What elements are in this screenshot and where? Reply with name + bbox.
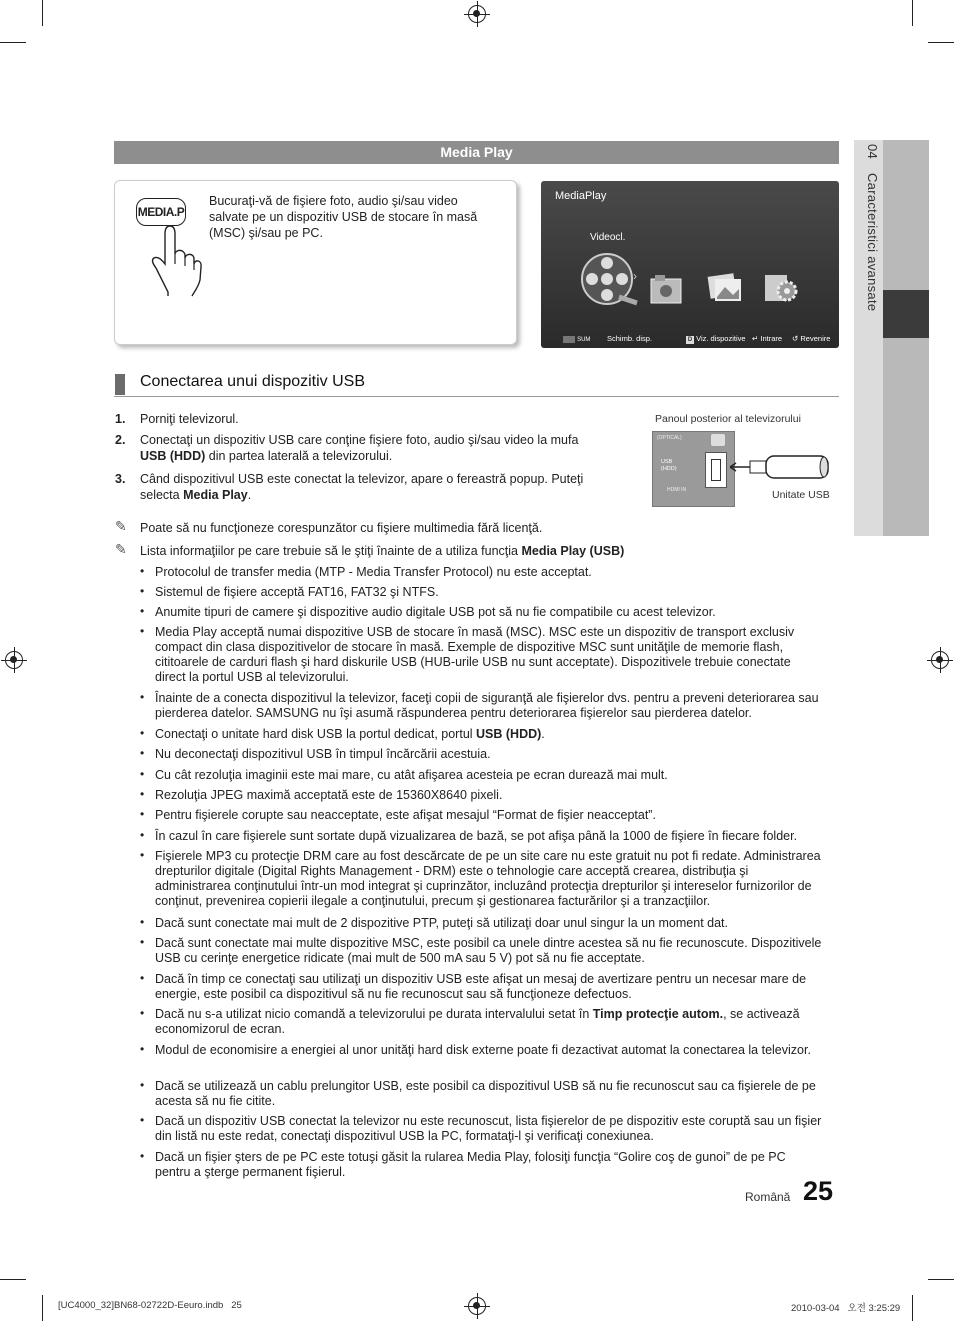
- return-icon: ↺: [792, 334, 799, 343]
- chapter-label: [858, 144, 880, 534]
- heading-divider: [114, 396, 839, 397]
- view-devices-item: D Viz. dispozitive: [687, 334, 746, 343]
- bullet-item: • Dacă un dispozitiv USB conectat la televizor nu este recunoscut, lista fişierelor de pe dispozitiv este coruptă sau un fişier din listă nu este redat, conectaţi dispozitivul USB la PC, formataţi-l şi verificaţi conexiunea.: [140, 1113, 822, 1143]
- mediaplay-screen: [541, 181, 839, 348]
- bullet-item: • Dacă un fişier şters de pe PC este totuşi găsit la rularea Media Play, folosiţi funcţia “Golire coş de gunoi” de pe PC pentru a şterge permanent fişierul.: [140, 1149, 786, 1179]
- registration-mark-icon: [468, 5, 486, 23]
- bullet-item: • Dacă nu s-a utilizat nicio comandă a televizorului pe durata intervalului setat în Timp protecţie autom., se activează economizorul de ecran.: [140, 1006, 800, 1036]
- photos-icon: [705, 271, 745, 305]
- chapter-side-tab: [854, 140, 929, 536]
- file-info: [UC4000_32]BN68-02722D-Eeuro.indb 25: [58, 1300, 242, 1311]
- bullet-item: • Dacă în timp ce conectaţi sau utilizaţi un dispozitiv USB este afişat un mesaj de avertizare pentru un necesar mare de energie, este posibil ca dispozitivul să nu fie recunoscut sau să funcţioneze defectuos.: [140, 971, 807, 1001]
- screen-title: MediaPlay: [555, 190, 607, 202]
- bullet-dot-icon: •: [140, 787, 145, 801]
- crop-mark: [0, 1279, 26, 1280]
- section-heading: Conectarea unui dispozitiv USB: [140, 373, 366, 390]
- usb-hdd-label: USB (HDD): [661, 459, 677, 472]
- bullet-item: • Conectaţi o unitate hard disk USB la portul dedicat, portul USB (HDD).: [140, 726, 545, 741]
- optical-label: (OPTICAL): [657, 435, 682, 441]
- return-item: ↺ Revenire: [792, 334, 831, 343]
- bullet-item: • Sistemul de fişiere acceptă FAT16, FAT32 şi NTFS.: [140, 584, 439, 599]
- bullet-dot-icon: •: [140, 584, 145, 598]
- note-pencil-icon: ✎: [115, 541, 127, 557]
- panel-jack-icon: [711, 434, 725, 446]
- bullet-item: • În cazul în care fişierele sunt sortate după vizualizarea de bază, se pot afişa până la 1000 de fişiere în fiecare folder.: [140, 828, 798, 843]
- usb-drive-label: Unitate USB: [772, 489, 830, 501]
- crop-mark: [42, 1295, 43, 1321]
- bullet-item: • Rezoluţia JPEG maximă acceptată este de 15360X8640 pixeli.: [140, 787, 503, 802]
- intro-text: Bucuraţi-vă de fişiere foto, audio şi/sau video salvate pe un dispozitiv USB de stocare în masă (MSC) şi/sau pe PC.: [209, 194, 478, 240]
- bullet-item: • Pentru fişierele corupte sau neacceptate, este afişat mesajul “Format de fişier neacceptat”.: [140, 807, 656, 822]
- screen-selected-label: Videocl.: [590, 232, 626, 243]
- bullet-dot-icon: •: [140, 564, 145, 578]
- settings-icon: [763, 271, 799, 305]
- section-title-bar: Media Play: [114, 141, 839, 164]
- sum-icon: [563, 336, 575, 343]
- usb-stick-icon: [730, 452, 835, 482]
- registration-mark-icon: [468, 1297, 486, 1315]
- side-tab-strip: [883, 140, 929, 536]
- bullet-item: • Fişierele MP3 cu protecţie DRM care au fost descărcate de pe un site care nu este gratuit nu pot fi redate. Administrarea drepturilor digitale (Digital Rights Management - DRM) este o tehnologie care acceptă crearea, distribuţia şi administrarea conţinutului într-un mod integrat şi cuprinzător, incluzând protecţia drepturilor şi intereselor furnizorilor de conţinut, prevenirea copierii ilegale a conţinutului, precum şi gestionarea facturărilor şi a tranzacţiilor.: [140, 848, 821, 908]
- crop-mark: [912, 1295, 913, 1321]
- next-arrow-icon: ›: [633, 269, 637, 283]
- crop-mark: [928, 42, 954, 43]
- bullet-dot-icon: •: [140, 807, 145, 821]
- bullet-item: • Nu deconectaţi dispozitivul USB în timpul încărcării acestuia.: [140, 746, 491, 761]
- note-2: ✎ Lista informaţiilor pe care trebuie să le ştiţi înainte de a utiliza funcţia Media Play (USB): [115, 541, 625, 558]
- diagram-top-label: Panoul posterior al televizorului: [655, 413, 801, 425]
- crop-mark: [0, 42, 26, 43]
- step-3: [115, 471, 605, 503]
- bullet-dot-icon: •: [140, 1078, 145, 1092]
- screen-footer: [541, 330, 839, 348]
- bullet-dot-icon: •: [140, 767, 145, 781]
- d-button-icon: D: [687, 337, 693, 343]
- side-tab-marker: [883, 290, 929, 338]
- enter-icon: ↵: [752, 334, 759, 343]
- bullet-dot-icon: •: [140, 690, 145, 704]
- crop-mark: [42, 0, 43, 26]
- usb-port-icon: [705, 452, 727, 488]
- photo-folder-icon: [649, 273, 685, 307]
- step-text: Când dispozitivul USB este conectat la televizor, apare o fereastră popup. Puteţi selecta Media Play.: [140, 472, 584, 502]
- crop-mark: [928, 1279, 954, 1280]
- bullet-item: • Dacă sunt conectate mai multe dispozitive MSC, este posibil ca unele dintre acestea să nu fie recunoscute. Dispozitivele USB cu cerinţe energetice ridicate (mai mult de 500 mA sau 5 V) pot să nu fie acceptate.: [140, 935, 822, 965]
- video-reel-icon: [579, 251, 639, 309]
- bullet-dot-icon: •: [140, 828, 145, 842]
- bullet-dot-icon: •: [140, 935, 145, 949]
- bullet-item: • Cu cât rezoluţia imaginii este mai mare, cu atât afişarea acesteia pe ecran durează mai mult.: [140, 767, 668, 782]
- step-number: 2.: [115, 433, 126, 447]
- enter-item: ↵ Intrare: [752, 334, 783, 343]
- bullet-dot-icon: •: [140, 746, 145, 760]
- tv-back-panel: [652, 431, 735, 507]
- step-number: 1.: [115, 412, 126, 426]
- registration-mark-icon: [5, 651, 23, 669]
- bullet-dot-icon: •: [140, 915, 145, 929]
- bullet-item: • Anumite tipuri de camere şi dispozitive audio digitale USB pot să nu fie compatibile cu acest televizor.: [140, 604, 716, 619]
- bullet-item: • Protocolul de transfer media (MTP - Media Transfer Protocol) nu este acceptat.: [140, 564, 592, 579]
- bullet-item: • Media Play acceptă numai dispozitive USB de stocare în masă (MSC). MSC este un dispozitiv de transport exclusiv compact din clasa dispozitivelor de stocare în masă. Exemple de dispozitive MSC sunt unităţile de memorie flash, cititoarele de carduri flash şi hard diskurile USB (HUB-urile USB nu sunt acceptate). Dispozitivele trebuie conectate direct la portul USB al televizorului.: [140, 624, 795, 684]
- step-text: Conectaţi un dispozitiv USB care conţine fişiere foto, audio şi/sau video la mufa USB (HDD) din partea laterală a televizorului.: [140, 433, 579, 463]
- bullet-dot-icon: •: [140, 624, 145, 638]
- bullet-dot-icon: •: [140, 1113, 145, 1127]
- bullet-item: • Dacă sunt conectate mai mult de 2 dispozitive PTP, puteţi să utilizaţi doar unul singur la un moment dat.: [140, 915, 728, 930]
- chapter-title: Caracteristici avansate: [865, 172, 880, 312]
- heading-marker: [115, 374, 125, 395]
- language-label: Română: [745, 1190, 791, 1204]
- registration-mark-icon: [931, 651, 949, 669]
- hdmi-in-label: HDMI IN: [667, 487, 687, 493]
- bullet-dot-icon: •: [140, 1006, 145, 1020]
- print-date: 2010-03-04 오전 3:25:29: [791, 1303, 901, 1314]
- step-1: [115, 411, 605, 427]
- note-1: ✎ Poate să nu funcţioneze corespunzător cu fişiere multimedia fără licenţă.: [115, 518, 543, 535]
- bullet-item: • Dacă se utilizează un cablu prelungitor USB, este posibil ca dispozitivul USB să nu fie recunoscut sau ca fişierele de pe acesta să nu fie citite.: [140, 1078, 816, 1108]
- page-number: 25: [803, 1176, 834, 1206]
- bullet-item: • Modul de economisire a energiei al unor unităţi hard disk externe poate fi dezactivat automat la conectarea la televizor.: [140, 1042, 811, 1057]
- step-2: [115, 432, 605, 464]
- bullet-dot-icon: •: [140, 971, 145, 985]
- media-p-button-icon: MEDIA.P: [136, 198, 186, 226]
- chapter-number: 04: [865, 144, 880, 160]
- bullet-dot-icon: •: [140, 1042, 145, 1056]
- note-pencil-icon: ✎: [115, 518, 127, 534]
- step-number: 3.: [115, 472, 126, 486]
- bullet-dot-icon: •: [140, 604, 145, 618]
- crop-mark: [912, 0, 913, 26]
- bullet-dot-icon: •: [140, 1149, 145, 1163]
- step-text: Porniţi televizorul.: [140, 412, 239, 426]
- bullet-dot-icon: •: [140, 848, 145, 862]
- bullet-item: • Înainte de a conecta dispozitivul la televizor, faceţi copii de siguranţă ale fişierelor dvs. pentru a preveni deteriorarea sau pierderea datelor. SAMSUNG nu îşi asumă răspunderea pentru deteriorarea fişierelor sau pierderea datelor.: [140, 690, 819, 720]
- hand-press-icon: [148, 224, 204, 298]
- sum-indicator: SUM: [563, 334, 590, 343]
- change-device-label: Schimb. disp.: [607, 334, 653, 343]
- bullet-dot-icon: •: [140, 726, 145, 740]
